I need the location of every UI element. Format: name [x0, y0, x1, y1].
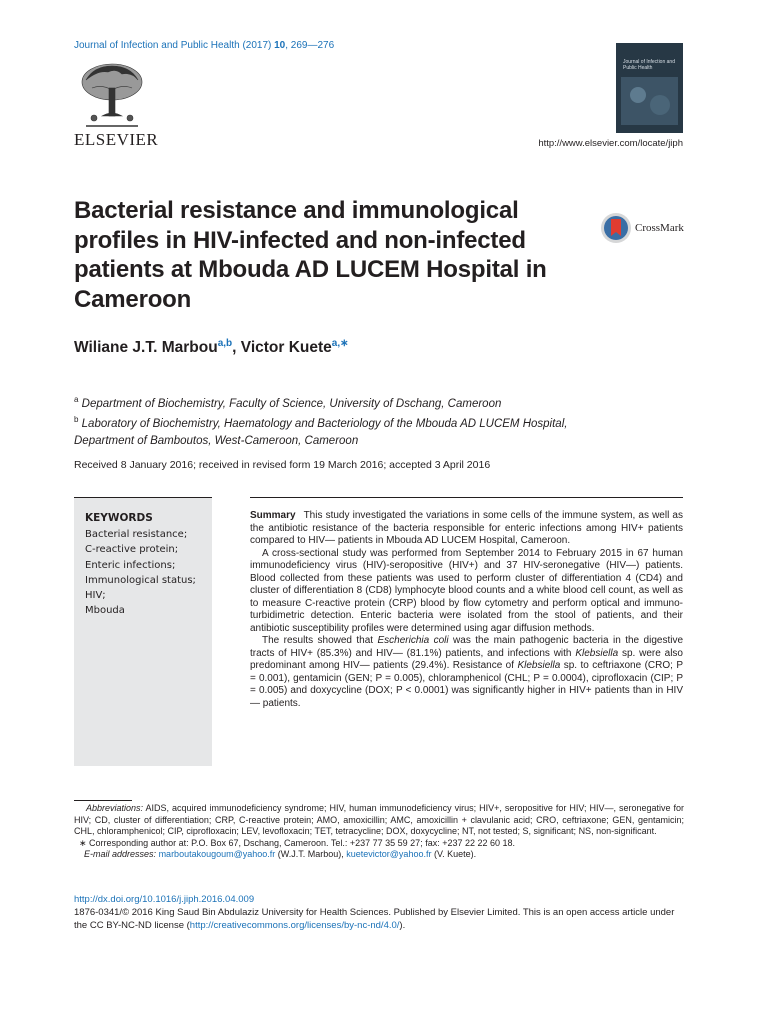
doi-link[interactable]: http://dx.doi.org/10.1016/j.jiph.2016.04.009 [74, 894, 255, 905]
author-affiliation-marker[interactable]: a,b [217, 338, 233, 349]
keyword-item: HIV; [85, 590, 106, 602]
crossmark-label: CrossMark [635, 222, 684, 234]
corresponding-author-note [74, 838, 684, 850]
author-affiliation-marker[interactable]: a,∗ [331, 338, 349, 349]
affiliation-a [74, 392, 614, 412]
summary-text: sp. were also predominant among HIV— patients (29.4%). Resistance of [250, 647, 683, 671]
license-link[interactable]: http://creativecommons.org/licenses/by-nc-nd/4.0/ [189, 920, 400, 931]
affiliation-text: Laboratory of Biochemistry, Haematology and Bacteriology of the Mbouda AD LUCEM Hospital, Department of Bamboutos, West-Cameroon, Cameroon [74, 418, 568, 447]
summary-text: This study investigated the variations in some cells of the immune system, as well as the antibiotic resistance of the bacteria responsible for enteric infections among HIV+ patients compared to HIV— patients in Mbouda AD LUCEM Hospital, Cameroon. [250, 510, 683, 546]
keyword-item: Enteric infections; [85, 559, 176, 571]
summary-paragraph [250, 635, 683, 710]
author-name[interactable]: Victor Kuete [240, 339, 332, 357]
abbreviations-label: Abbreviations: [85, 803, 143, 813]
publisher-name: ELSEVIER [74, 130, 159, 149]
email-link[interactable]: kuetevictor@yahoo.fr [346, 849, 432, 860]
license-text: 1876-0341/© 2016 King Saud Bin Abdulaziz University for Health Sciences. Published by Elsevier Limited. This is an open access article under the CC BY-NC-ND license ( [74, 907, 675, 931]
keyword-item: Mbouda [85, 605, 125, 617]
elsevier-tree-logo-icon [72, 58, 152, 130]
affiliations [74, 392, 614, 449]
cover-art [616, 43, 683, 133]
article-history: Received 8 January 2016; received in revised form 19 March 2016; accepted 3 April 2016 [74, 459, 491, 471]
abbreviations-text: AIDS, acquired immunodeficiency syndrome; HIV, human immunodeficiency virus; HIV+, seropositive for HIV; HIV—, seronegative for HIV; CD, cluster of differentiation; CRP, C-reactive protein; AMO, amoxicillin; AMC, amoxicillin + clavulanic acid; CRO, ceftriaxone; GEN, gentamicin; CHL, chloramphenicol; CIP, ciprofloxacin; LEV, levofloxacin; TET, tetracycline; DOX, doxycycline; NT, not tested; S, significant; NS, non-significant. [74, 803, 685, 837]
summary-paragraph [250, 510, 683, 548]
summary-text: was the main pathogenic bacteria in the digestive tracts of HIV+ (85.3%) and HIV— (81.1%) patients, and infections with [250, 635, 684, 659]
author-separator: , [232, 339, 241, 357]
email-label: E-mail addresses: [84, 849, 157, 860]
summary-paragraph: A cross-sectional study was performed from September 2014 to February 2015 in 67 human immunodeficiency virus (HIV)-seropositive (HIV+) and 37 HIV-seronegative (HIV—) patients. Blood collected from these patients was used to perform cluster of differentiation 4 (CD4) and cluster of differentiation 8 (CD8) lymphocyte blood counts and a white blood cell count, as well as to measure C-reactive protein (CRP) blood by flow cytometry and perform optical and immuno-turbidimetric detection. Enteric bacteria were isolated from the stool of patients, and their antibiotic susceptibility profiles were determined using agar diffusion methods. [250, 547, 683, 634]
article-title: Bacterial resistance and immunological profiles in HIV-infected and non-infected patients at Mbouda AD LUCEM Hospital in Cameroon [74, 197, 547, 313]
journal-volume: 10 [274, 40, 286, 51]
affiliation-b [74, 412, 614, 449]
license-text-end: ). [399, 920, 406, 931]
journal-ref-text: Journal of Infection and Public Health (2017) [74, 40, 275, 51]
author-name[interactable]: Wiliane J.T. Marbou [74, 339, 218, 357]
journal-cover-image[interactable] [616, 43, 683, 133]
author-list [74, 338, 349, 357]
affiliation-marker: b [74, 415, 79, 425]
email-link[interactable]: marboutakougoum@yahoo.fr [158, 849, 276, 860]
journal-reference[interactable] [74, 40, 334, 51]
keywords-list [85, 527, 196, 619]
journal-pages: , 269—276 [285, 40, 335, 51]
abstract-summary [250, 497, 683, 710]
affiliation-text: Department of Biochemistry, Faculty of Science, University of Dschang, Cameroon [81, 397, 502, 410]
corresponding-text: ∗ Corresponding author at: P.O. Box 67, Dschang, Cameroon. Tel.: +237 77 35 59 27; fax: +237 22 22 60 18. [79, 837, 516, 848]
keywords-box [74, 497, 212, 766]
footnote-divider [74, 800, 132, 801]
email-note [74, 849, 684, 861]
email-owner: (W.J.T. Marbou), [275, 849, 347, 860]
species-name: Klebsiella [517, 660, 561, 671]
journal-homepage-link[interactable]: http://www.elsevier.com/locate/jiph [538, 138, 683, 149]
footnotes [74, 803, 684, 861]
crossmark-icon [600, 212, 632, 244]
affiliation-marker: a [74, 395, 79, 404]
summary-text: The results showed that [262, 635, 378, 646]
abbreviations-note [74, 803, 684, 838]
keywords-heading: KEYWORDS [85, 512, 153, 524]
species-name: Klebsiella [575, 647, 619, 659]
keyword-item: Bacterial resistance; [85, 529, 188, 540]
species-name: Escherichia coli [377, 635, 449, 646]
summary-label: Summary [250, 510, 296, 521]
email-owner: (V. Kuete). [431, 849, 477, 860]
keyword-item: C-reactive protein; [85, 544, 179, 556]
crossmark-badge[interactable] [600, 212, 690, 244]
license-statement [74, 906, 686, 932]
keyword-item: Immunological status; [85, 574, 196, 586]
cover-title: Journal of Infection and Public Health [623, 59, 675, 71]
summary-text: sp. to ceftriaxone (CRO; P = 0.001), gentamicin (GEN; P = 0.005), chloramphenicol (CHL; P = 0.0004), ciprofloxacin (CIP; P = 0.005) and doxycycline (DOX; P < 0.0001) was significantly higher in HIV+ patients than in HIV— patients. [250, 660, 683, 709]
